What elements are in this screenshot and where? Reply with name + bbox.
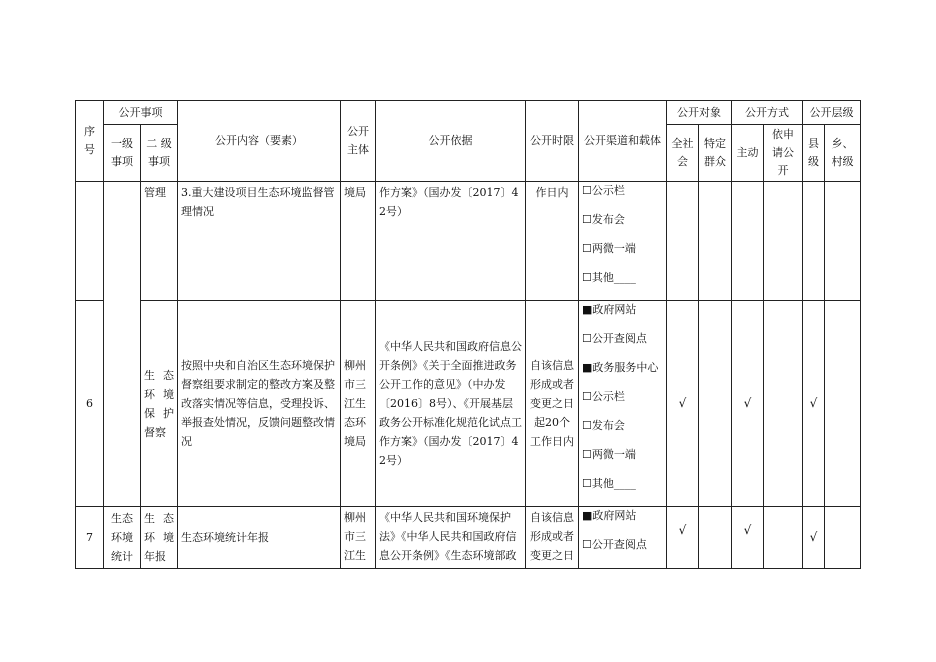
mark-method-active: √ — [732, 507, 764, 569]
row-time: 作日内 — [526, 182, 579, 301]
header-method: 公开方式 — [732, 101, 803, 125]
row-channels — [579, 301, 667, 507]
mark-method-request — [764, 182, 803, 301]
disclosure-table — [75, 100, 861, 569]
row-level2: 生 态环 境保 护督察 — [141, 301, 178, 507]
header-layer: 公开层级 — [803, 101, 861, 125]
mark-target-all — [667, 182, 699, 301]
row-channels — [579, 507, 667, 569]
mark-layer-town — [825, 507, 861, 569]
header-level2: 二 级事项 — [141, 125, 178, 182]
mark-target-all: √ — [667, 507, 699, 569]
header-level1: 一级事项 — [104, 125, 141, 182]
row-subject: 柳州市三江生态环境局 — [341, 301, 376, 507]
mark-layer-county — [803, 182, 825, 301]
channel-item: ☐发布会 — [582, 213, 625, 226]
channel-item: ☐公开查阅点 — [582, 538, 647, 551]
mark-method-active: √ — [732, 301, 764, 507]
mark-layer-town — [825, 182, 861, 301]
channel-item: ☐两微一端 — [582, 242, 636, 255]
mark-layer-town — [825, 301, 861, 507]
row-seq — [76, 182, 104, 301]
table-row — [76, 301, 861, 507]
row-level2: 生 态环 境年报 — [141, 507, 178, 569]
row-basis: 作方案》（国办发〔2017〕42号） — [376, 182, 526, 301]
row-basis: 《中华人民共和国政府信息公开条例》《关于全面推进政务公开工作的意见》（中办发〔2016〕8号）、《开展基层政务公开标准化规范化试点工作方案》（国办发〔2017〕42号） — [376, 301, 526, 507]
mark-method-active — [732, 182, 764, 301]
header-row-1 — [76, 101, 861, 125]
row-time: 自该信息形成或者变更之日 — [526, 507, 579, 569]
mark-method-request — [764, 507, 803, 569]
header-basis: 公开依据 — [376, 101, 526, 182]
header-items: 公开事项 — [104, 101, 178, 125]
header-layer-county: 县级 — [803, 125, 825, 182]
channel-item: ■政府网站 — [582, 303, 637, 316]
channel-item: ☐发布会 — [582, 419, 625, 432]
row-content: 按照中央和自治区生态环境保护督察组要求制定的整改方案及整改落实情况等信息，受理投诉、举报查处情况，反馈问题整改情况 — [178, 301, 341, 507]
row-level2: 管理 — [141, 182, 178, 301]
mark-target-all: √ — [667, 301, 699, 507]
header-method-active: 主动 — [732, 125, 764, 182]
header-time: 公开时限 — [526, 101, 579, 182]
channel-item: ☐两微一端 — [582, 448, 636, 461]
mark-target-specific — [699, 182, 732, 301]
row-subject: 柳州市三江生 — [341, 507, 376, 569]
row-seq: 7 — [76, 507, 104, 569]
row-subject: 境局 — [341, 182, 376, 301]
row-seq: 6 — [76, 301, 104, 507]
row-level1 — [104, 182, 141, 507]
header-target-all: 全社会 — [667, 125, 699, 182]
row-channels — [579, 182, 667, 301]
header-target-specific: 特定群众 — [699, 125, 732, 182]
channel-item: ☐公示栏 — [582, 184, 625, 197]
channel-item: ■政务服务中心 — [582, 361, 659, 374]
row-basis: 《中华人民共和国环境保护法》《中华人民共和国政府信息公开条例》《生态环境部政 — [376, 507, 526, 569]
channel-item: ☐公开查阅点 — [582, 332, 647, 345]
mark-target-specific — [699, 507, 732, 569]
row-content: 3.重大建设项目生态环境监督管理情况 — [178, 182, 341, 301]
mark-target-specific — [699, 301, 732, 507]
mark-layer-county: √ — [803, 301, 825, 507]
header-content: 公开内容（要素） — [178, 101, 341, 182]
mark-layer-county: √ — [803, 507, 825, 569]
row-time: 自该信息形成或者变更之日起20个工作日内 — [526, 301, 579, 507]
row-content: 生态环境统计年报 — [178, 507, 341, 569]
header-layer-town: 乡、村级 — [825, 125, 861, 182]
channel-item: ■政府网站 — [582, 509, 637, 522]
channel-item: ☐公示栏 — [582, 390, 625, 403]
header-target: 公开对象 — [667, 101, 732, 125]
row-level1: 生态环境统计 — [104, 507, 141, 569]
header-channel: 公开渠道和载体 — [579, 101, 667, 182]
mark-method-request — [764, 301, 803, 507]
channel-item: ☐其他____ — [582, 477, 636, 490]
header-seq: 序号 — [76, 101, 104, 182]
table-row — [76, 182, 861, 301]
channel-item: ☐其他____ — [582, 271, 636, 284]
table-row — [76, 507, 861, 569]
header-subject: 公开主体 — [341, 101, 376, 182]
header-method-request: 依申请公开 — [764, 125, 803, 182]
